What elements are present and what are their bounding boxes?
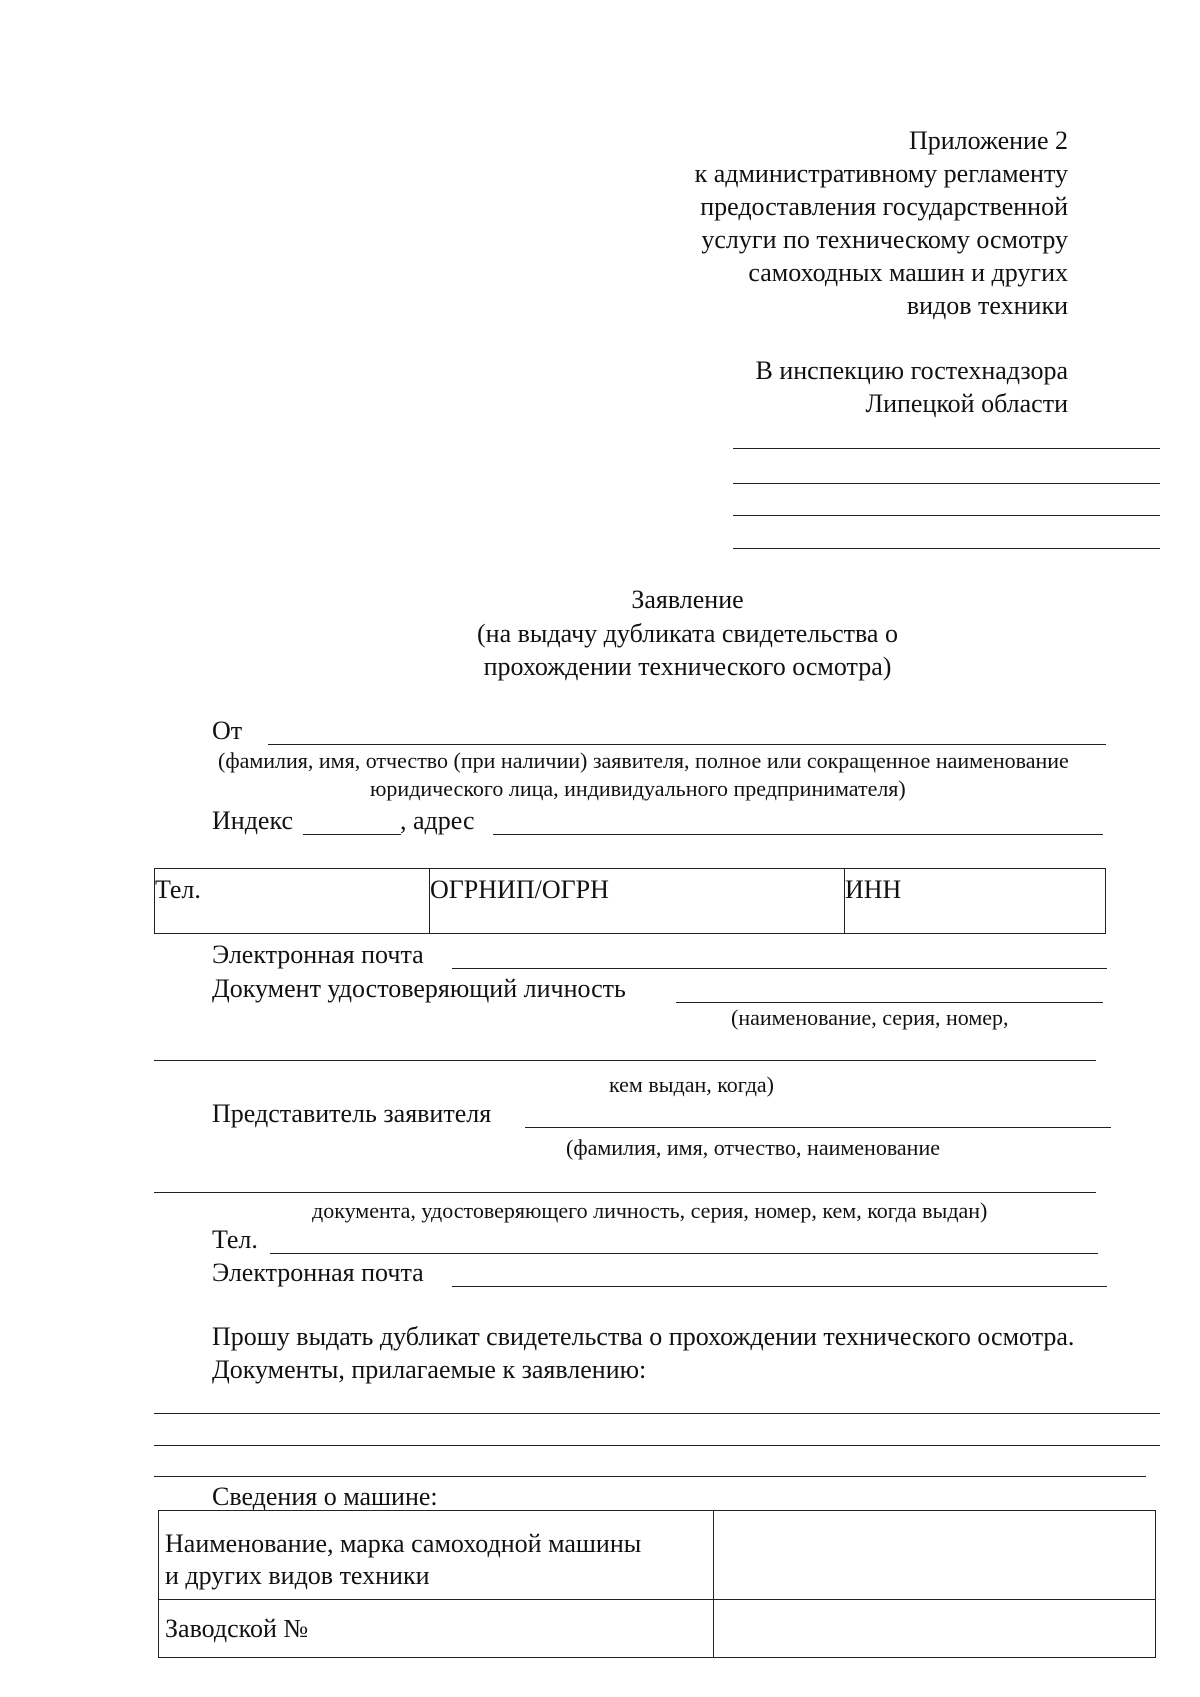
- index-label: Индекс: [212, 806, 293, 835]
- attachments-line[interactable]: [154, 1413, 1160, 1414]
- rep-continuation-line[interactable]: [154, 1192, 1096, 1193]
- inn-cell-label: ИНН: [845, 875, 902, 904]
- statement-title: Заявление: [631, 585, 744, 614]
- address-label: , адрес: [400, 806, 475, 835]
- machine-name-label-cell: [159, 1511, 714, 1600]
- from-hint-2: юридического лица, индивидуального предпринимателя): [370, 776, 906, 801]
- rep-email-label: Электронная почта: [212, 1258, 424, 1287]
- statement-subtitle-1: (на выдачу дубликата свидетельства о: [477, 619, 898, 648]
- appendix-line-5: самоходных машин и других: [748, 258, 1068, 287]
- rep-hint-2: документа, удостоверяющего личность, серия, номер, кем, когда выдан): [312, 1198, 988, 1223]
- machine-name-label-2: и других видов техники: [165, 1561, 430, 1590]
- phone-cell[interactable]: [155, 869, 430, 934]
- attachments-line[interactable]: [154, 1445, 1160, 1446]
- inn-cell[interactable]: [845, 869, 1106, 934]
- appendix-line-4: услуги по техническому осмотру: [701, 225, 1068, 254]
- from-input-line[interactable]: [268, 744, 1106, 745]
- serial-number-label-cell: [159, 1599, 714, 1657]
- machine-name-label-1: Наименование, марка самоходной машины: [165, 1529, 642, 1558]
- from-label: От: [212, 716, 243, 745]
- rep-email-input-line[interactable]: [452, 1286, 1107, 1287]
- index-input-line[interactable]: [303, 834, 401, 835]
- attachments-label: Документы, прилагаемые к заявлению:: [212, 1355, 647, 1384]
- from-hint-1: (фамилия, имя, отчество (при наличии) заявителя, полное или сокращенное наименование: [218, 748, 1069, 773]
- rep-input-line[interactable]: [525, 1127, 1111, 1128]
- recipient-blank-line[interactable]: [733, 515, 1160, 516]
- appendix-line-1: Приложение 2: [908, 126, 1068, 155]
- phone-cell-label: Тел.: [155, 875, 201, 904]
- ogrn-cell-label: ОГРНИП/ОГРН: [430, 875, 609, 904]
- recipient-blank-line[interactable]: [733, 483, 1160, 484]
- appendix-line-2: к административному регламенту: [694, 159, 1068, 188]
- rep-hint-1: (фамилия, имя, отчество, наименование: [566, 1135, 940, 1160]
- contact-table: [154, 868, 1106, 934]
- id-doc-label: Документ удостоверяющий личность: [212, 974, 626, 1003]
- recipient-blank-line[interactable]: [733, 548, 1160, 549]
- id-doc-hint-1: (наименование, серия, номер,: [731, 1005, 1009, 1030]
- rep-phone-label: Тел.: [212, 1225, 258, 1254]
- serial-number-label: Заводской №: [165, 1613, 309, 1643]
- rep-phone-input-line[interactable]: [270, 1253, 1098, 1254]
- machine-name-value-cell[interactable]: [714, 1511, 1156, 1600]
- id-doc-hint-2: кем выдан, когда): [609, 1072, 775, 1097]
- email-input-line[interactable]: [452, 968, 1107, 969]
- id-doc-continuation-line[interactable]: [154, 1060, 1096, 1061]
- recipient-line-2: Липецкой области: [865, 389, 1068, 418]
- email-label: Электронная почта: [212, 940, 424, 969]
- attachments-line[interactable]: [154, 1476, 1146, 1477]
- appendix-line-6: видов техники: [906, 291, 1068, 320]
- ogrn-cell[interactable]: [430, 869, 845, 934]
- machine-section-label: Сведения о машине:: [212, 1482, 438, 1511]
- address-input-line[interactable]: [493, 834, 1103, 835]
- machine-table: [158, 1510, 1156, 1658]
- appendix-line-3: предоставления государственной: [700, 192, 1068, 221]
- id-doc-input-line[interactable]: [676, 1002, 1103, 1003]
- recipient-line-1: В инспекцию гостехнадзора: [755, 356, 1068, 385]
- serial-number-value-cell[interactable]: [714, 1599, 1156, 1657]
- recipient-blank-line[interactable]: [733, 448, 1160, 449]
- request-text: Прошу выдать дубликат свидетельства о прохождении технического осмотра.: [212, 1322, 1075, 1351]
- statement-subtitle-2: прохождении технического осмотра): [483, 652, 892, 681]
- rep-label: Представитель заявителя: [212, 1099, 492, 1128]
